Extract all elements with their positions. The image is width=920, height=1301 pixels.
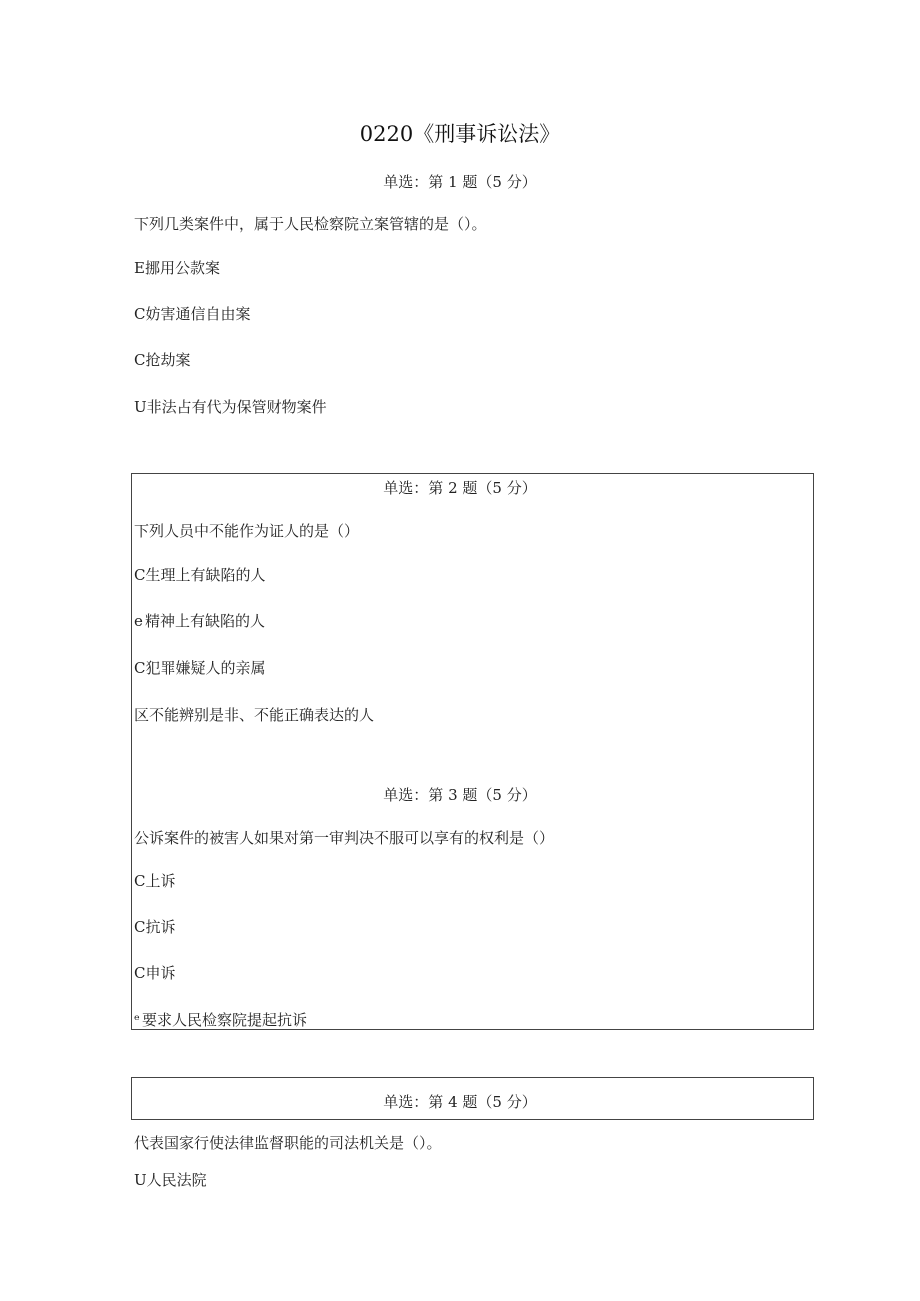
- option-label: 挪用公款案: [145, 259, 221, 277]
- question-4-header: 单选：第 4 题（5 分）: [383, 1093, 537, 1111]
- question-3-option-a[interactable]: [134, 870, 176, 891]
- option-label: 生理上有缺陷的人: [145, 566, 266, 584]
- question-1-option-b[interactable]: [134, 303, 251, 324]
- option-radio-marker[interactable]: C: [134, 351, 146, 369]
- option-radio-marker[interactable]: U: [134, 1171, 147, 1189]
- option-radio-marker[interactable]: ᵉ: [134, 1011, 140, 1029]
- option-label: 妨害通信自由案: [145, 305, 251, 323]
- option-radio-marker[interactable]: 区: [134, 706, 150, 724]
- option-radio-marker[interactable]: C: [134, 305, 146, 323]
- question-2-option-c[interactable]: [134, 657, 266, 678]
- question-3-stem: 公诉案件的被害人如果对第一审判决不服可以享有的权利是（）: [134, 829, 555, 847]
- option-label: 精神上有缺陷的人: [145, 612, 266, 630]
- option-radio-marker[interactable]: C: [134, 964, 146, 982]
- option-radio-marker[interactable]: e: [134, 612, 143, 630]
- question-3-option-c[interactable]: [134, 962, 176, 983]
- option-label: 不能辨别是非、不能正确表达的人: [149, 706, 375, 724]
- option-radio-marker[interactable]: U: [134, 398, 147, 416]
- option-label: 上诉: [145, 872, 176, 890]
- option-label: 申诉: [145, 964, 176, 982]
- question-1-stem: 下列几类案件中，属于人民检察院立案管辖的是（）。: [134, 215, 487, 233]
- option-radio-marker[interactable]: E: [134, 259, 145, 277]
- question-1-option-a[interactable]: [134, 257, 220, 278]
- option-radio-marker[interactable]: C: [134, 659, 146, 677]
- option-label: 要求人民检察院提起抗诉: [142, 1011, 308, 1029]
- option-label: 人民法院: [146, 1171, 207, 1189]
- option-label: 犯罪嫌疑人的亲属: [145, 659, 266, 677]
- document-title: 0220《刑事诉讼法》: [359, 122, 561, 146]
- question-1-header: 单选：第 1 题（5 分）: [383, 173, 537, 191]
- question-4-option-a[interactable]: [134, 1169, 207, 1190]
- option-label: 非法占有代为保管财物案件: [146, 398, 327, 416]
- question-2-option-b[interactable]: [134, 610, 265, 631]
- question-3-header: 单选：第 3 题（5 分）: [383, 786, 537, 804]
- option-label: 抢劫案: [145, 351, 191, 369]
- question-1-option-d[interactable]: [134, 396, 327, 417]
- question-2-header: 单选：第 2 题（5 分）: [383, 479, 537, 497]
- option-radio-marker[interactable]: C: [134, 918, 146, 936]
- question-2-option-a[interactable]: [134, 564, 266, 585]
- option-label: 抗诉: [145, 918, 176, 936]
- question-3-option-b[interactable]: [134, 916, 176, 937]
- question-3-option-d[interactable]: [134, 1009, 307, 1030]
- question-2-stem: 下列人员中不能作为证人的是（）: [134, 522, 360, 540]
- question-2-option-d[interactable]: [134, 704, 374, 725]
- option-radio-marker[interactable]: C: [134, 872, 146, 890]
- option-radio-marker[interactable]: C: [134, 566, 146, 584]
- question-frame: [131, 473, 814, 1030]
- question-4-stem: 代表国家行使法律监督职能的司法机关是（）。: [134, 1134, 442, 1152]
- question-1-option-c[interactable]: [134, 349, 191, 370]
